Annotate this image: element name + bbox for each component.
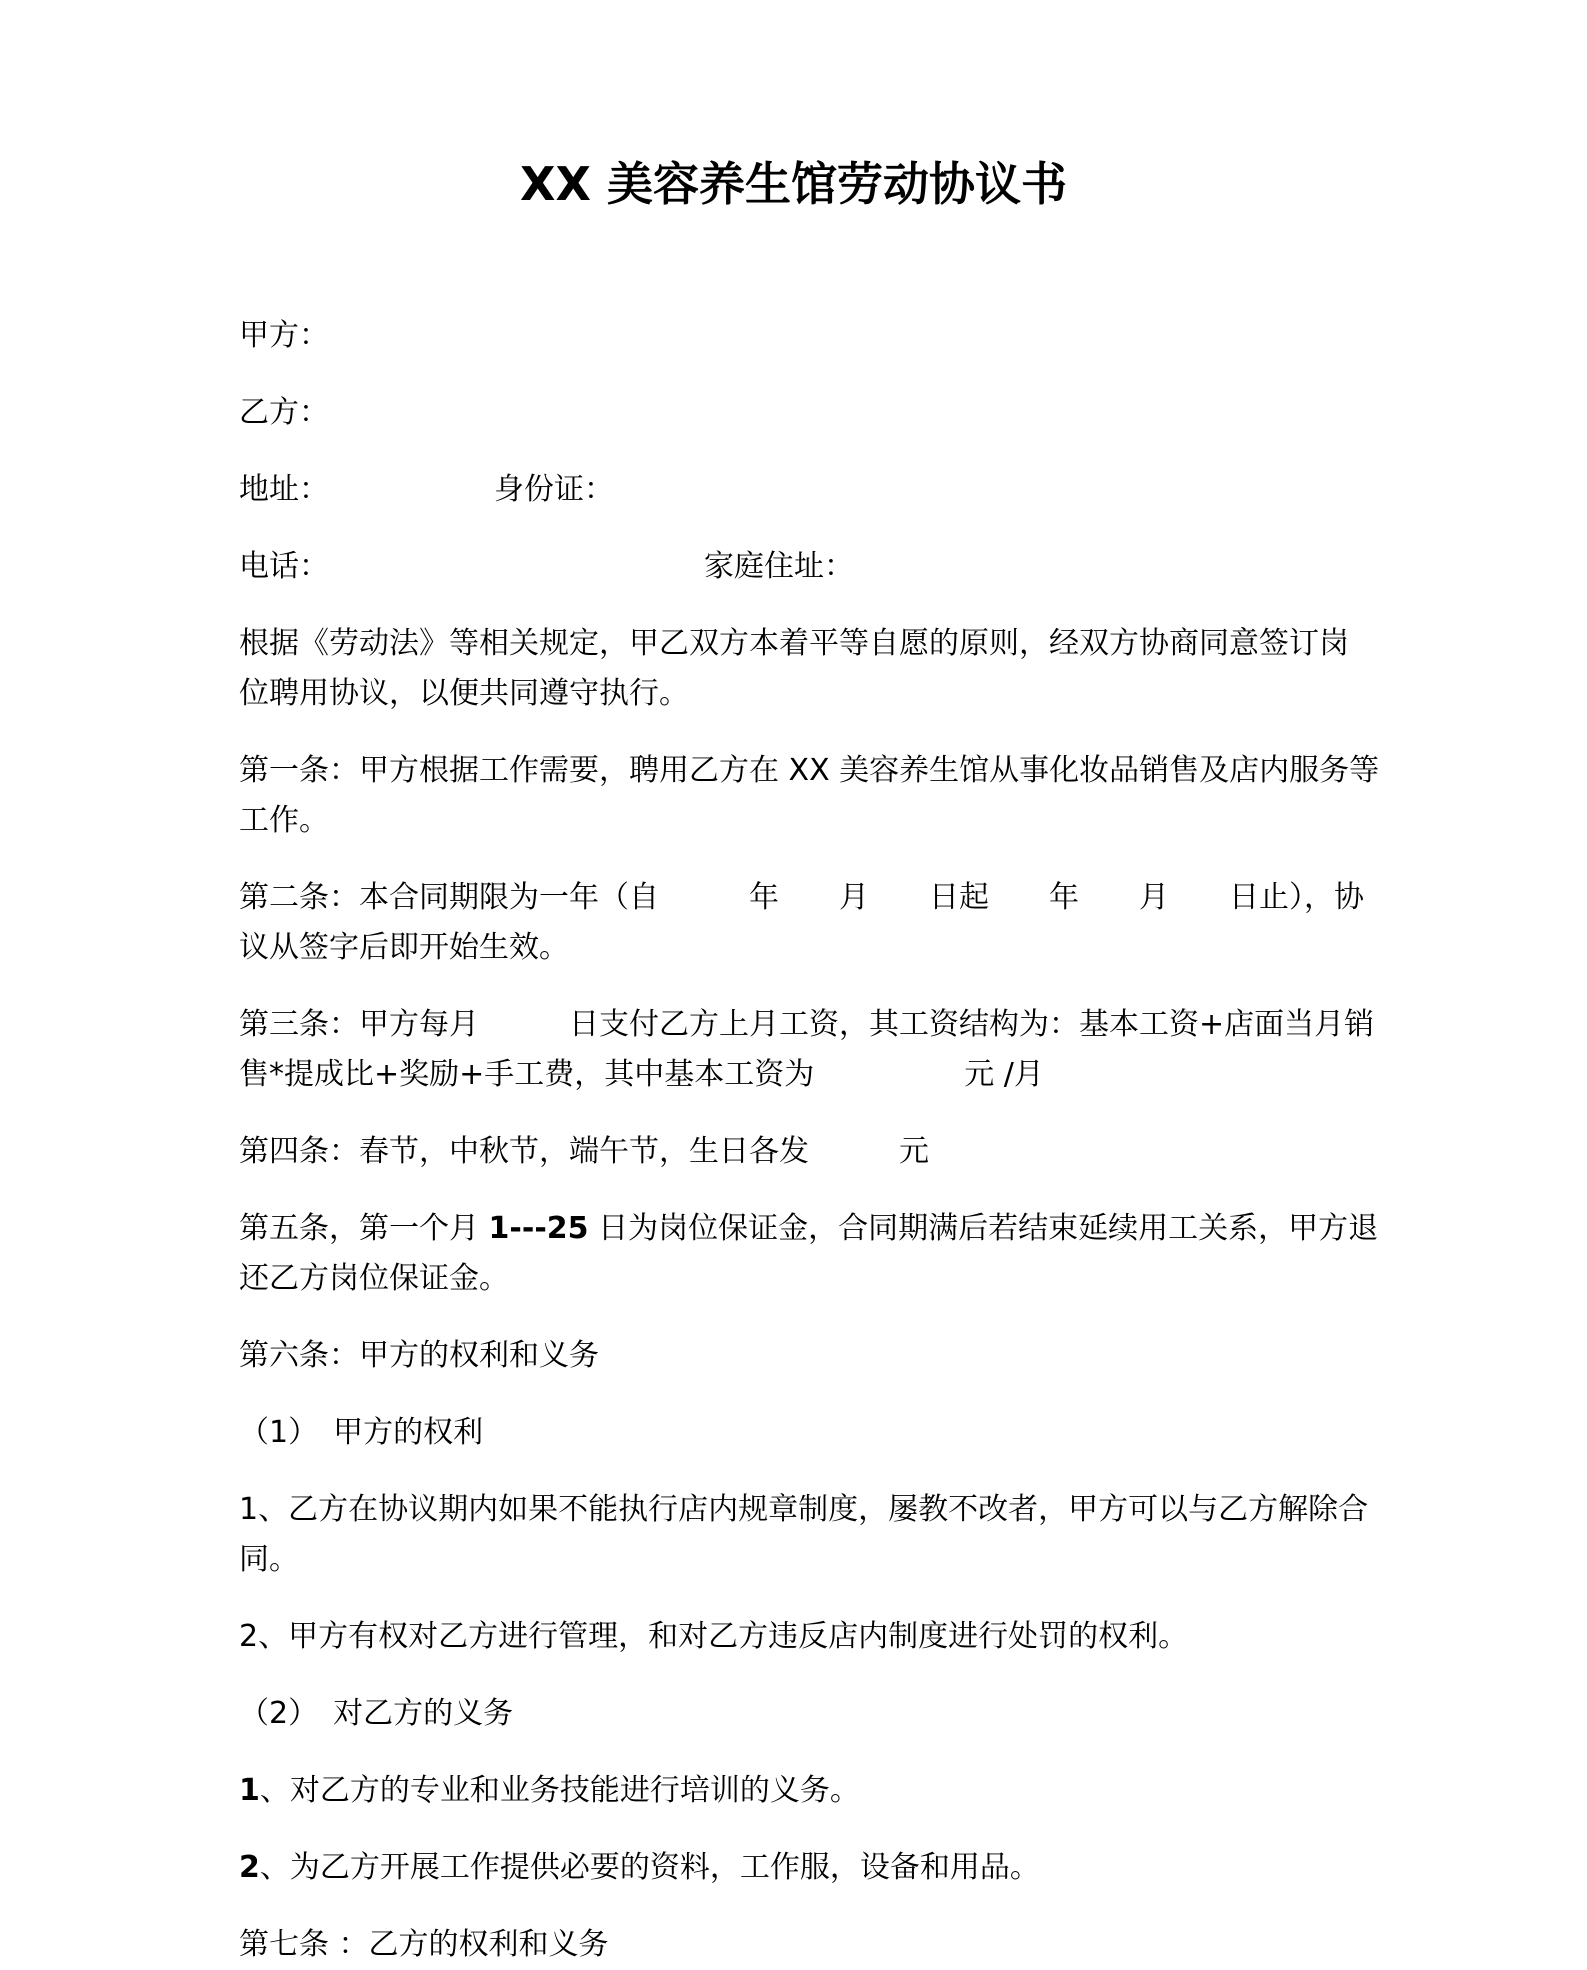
- text-line: [239, 1254, 1399, 1304]
- text-segment: 、对乙方的专业和业务技能进行培训的义务。: [259, 1773, 860, 1808]
- text-segment: 根据《劳动法》等相关规定，甲乙双方本着平等自愿的原则，经双方协商同意签订岗: [239, 626, 1349, 661]
- article-2: [239, 873, 1399, 973]
- text-segment: 工作。: [239, 803, 329, 838]
- text-line: [239, 1612, 1399, 1662]
- text-line: [239, 1920, 1399, 1970]
- text-line: [239, 1766, 1399, 1816]
- text-segment: 售*提成比+奖励+手工费，其中基本工资为 元 /月: [239, 1057, 1044, 1092]
- text-segment: 2、甲方有权对乙方进行管理，和对乙方违反店内制度进行处罚的权利。: [239, 1619, 1189, 1654]
- text-line: [239, 311, 1399, 361]
- text-line: [239, 746, 1399, 796]
- text-segment: 第二条：本合同期限为一年（自 年 月 日起 年 月 日止），协: [239, 880, 1364, 915]
- text-line: [239, 619, 1399, 669]
- clause-2-heading: [239, 1689, 1399, 1739]
- article-3: [239, 1000, 1399, 1100]
- text-line: [239, 923, 1399, 973]
- bold-text-segment: 2: [239, 1850, 260, 1885]
- text-line: [239, 669, 1399, 719]
- text-segment: 第三条：甲方每月 日支付乙方上月工资，其工资结构为：基本工资+店面当月销: [239, 1007, 1375, 1042]
- text-segment: 日为岗位保证金，合同期满后若结束延续用工关系，甲方退: [588, 1211, 1379, 1246]
- text-line: [239, 388, 1399, 438]
- text-segment: 还乙方岗位保证金。: [239, 1261, 509, 1296]
- clause-1-heading: [239, 1408, 1399, 1458]
- document-title: XX 美容养生馆劳动协议书: [520, 157, 1067, 211]
- text-line: [239, 1408, 1399, 1458]
- text-segment: 议从签字后即开始生效。: [239, 930, 569, 965]
- text-line: [239, 1204, 1399, 1254]
- clause-2-item-1: [239, 1766, 1399, 1816]
- text-line: [239, 542, 1399, 592]
- text-line: [239, 465, 1399, 515]
- text-segment: 第五条，第一个月: [239, 1211, 489, 1246]
- text-line: [239, 1050, 1399, 1100]
- text-segment: 电话： 家庭住址：: [239, 549, 854, 584]
- text-line: [239, 1331, 1399, 1381]
- text-line: [239, 1689, 1399, 1739]
- text-line: [239, 796, 1399, 846]
- text-segment: 第一条：甲方根据工作需要，聘用乙方在 XX 美容养生馆从事化妆品销售及店内服务等: [239, 753, 1380, 788]
- text-segment: 位聘用协议，以便共同遵守执行。: [239, 676, 689, 711]
- clause-1-item-1: [239, 1485, 1399, 1585]
- clause-1-item-2: [239, 1612, 1399, 1662]
- text-line: [239, 873, 1399, 923]
- article-1: [239, 746, 1399, 846]
- text-segment: 同。: [239, 1542, 299, 1577]
- text-line: [239, 1843, 1399, 1893]
- text-line: [239, 1127, 1399, 1177]
- text-line: [239, 1485, 1399, 1535]
- text-segment: 第四条：春节，中秋节，端午节，生日各发 元: [239, 1134, 929, 1169]
- text-line: [239, 1535, 1399, 1585]
- text-segment: 第七条 ：乙方的权利和义务: [239, 1927, 609, 1962]
- address-idcard-row: [239, 465, 1399, 515]
- party-b-row: [239, 388, 1399, 438]
- document-body: [239, 311, 1399, 1970]
- text-segment: （2） 对乙方的义务: [239, 1696, 514, 1731]
- preamble: [239, 619, 1399, 719]
- article-6-heading: [239, 1331, 1399, 1381]
- text-segment: 第六条：甲方的权利和义务: [239, 1338, 599, 1373]
- text-segment: 乙方：: [239, 395, 329, 430]
- phone-homeaddress-row: [239, 542, 1399, 592]
- party-a-row: [239, 311, 1399, 361]
- text-segment: 甲方：: [239, 318, 329, 353]
- article-5: [239, 1204, 1399, 1304]
- text-segment: （1） 甲方的权利: [239, 1415, 484, 1450]
- clause-2-item-2: [239, 1843, 1399, 1893]
- text-line: [239, 1000, 1399, 1050]
- text-segment: 1、乙方在协议期内如果不能执行店内规章制度，屡教不改者，甲方可以与乙方解除合: [239, 1492, 1369, 1527]
- bold-text-segment: 1: [239, 1773, 260, 1808]
- article-7-heading: [239, 1920, 1399, 1970]
- article-4: [239, 1127, 1399, 1177]
- text-segment: 、为乙方开展工作提供必要的资料，工作服，设备和用品。: [259, 1850, 1040, 1885]
- bold-text-segment: 1---25: [488, 1211, 589, 1246]
- text-segment: 地址： 身份证：: [239, 472, 614, 507]
